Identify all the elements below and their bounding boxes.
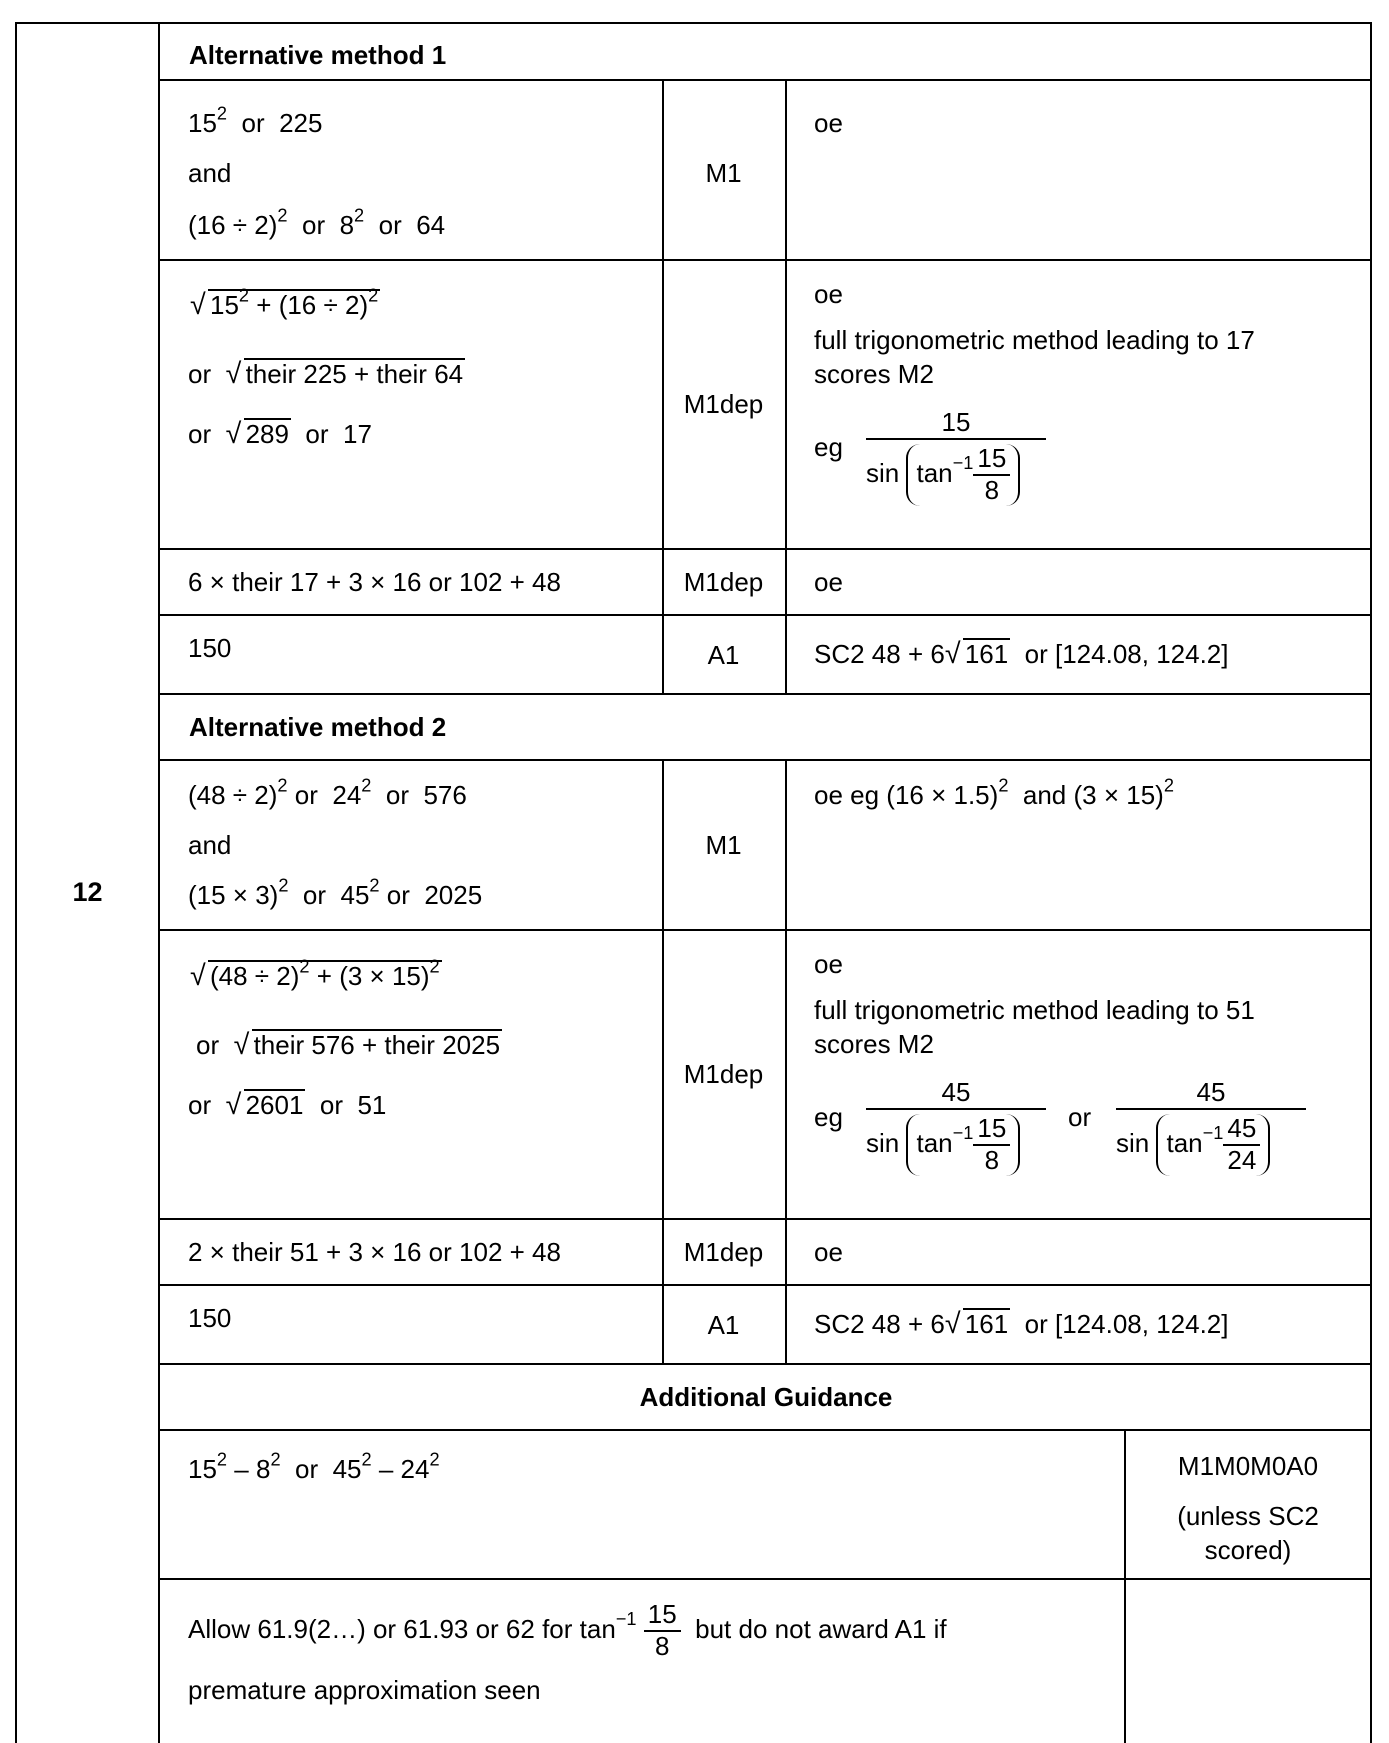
alt1-row2-work-line3: or √ 289 or 17 <box>188 418 372 450</box>
alt1-row2-comment-eg: eg <box>814 432 843 462</box>
alt2-header: Alternative method 2 <box>189 712 447 742</box>
alt1-row2-mark: M1dep <box>683 389 764 419</box>
alt2-row2-mark: M1dep <box>683 1059 764 1089</box>
alt1-row4-comment: SC2 48 + 6 √ 161 or [124.08, 124.2] <box>814 638 1229 670</box>
divider <box>160 693 1372 695</box>
question-number: 12 <box>72 877 103 907</box>
divider <box>160 1363 1372 1365</box>
alt2-row3-work: 2 × their 51 + 3 × 16 or 102 + 48 <box>188 1237 561 1267</box>
alt1-row1-mark: M1 <box>705 158 742 188</box>
alt2-row2-trig-fraction-a: 45 $\sin \tan^{-1}$ $\frac{15}{8}$ <box>866 1078 1046 1176</box>
alt2-row3-comment: oe <box>814 1237 843 1267</box>
divider <box>160 1429 1372 1431</box>
alt1-row3-mark: M1dep <box>683 567 764 597</box>
divider <box>160 929 1372 931</box>
divider <box>160 1284 1372 1286</box>
divider <box>160 548 1372 550</box>
alt1-row2-trig-fraction: 15 $\sin \tan^{-1}$ $\frac{15}{8}$ <box>866 408 1046 506</box>
alt1-row4-work: 150 <box>188 633 232 663</box>
guidance-row1-mark-line3: scored) <box>1204 1535 1292 1565</box>
alt1-row2-comment-line2: full trigonometric method leading to 17 <box>814 325 1255 355</box>
alt1-row1-comment: oe <box>814 108 843 138</box>
guidance-header: Additional Guidance <box>639 1382 893 1412</box>
alt2-row4-work: 150 <box>188 1303 232 1333</box>
alt2-row1-work-line2: and <box>188 830 232 860</box>
alt1-row2-comment-line3: scores M2 <box>814 359 934 389</box>
alt1-row3-comment: oe <box>814 567 843 597</box>
guidance-row1-text: $15^2 - 8^2$ or $45^2 - 24^2$ <box>188 1449 440 1484</box>
guidance-row2-line2: premature approximation seen <box>188 1675 541 1705</box>
divider <box>160 759 1372 761</box>
alt2-row1-work-line3: $(15 \times 3)^2$ or $45^2$ or 2025 <box>188 875 483 910</box>
alt1-header: Alternative method 1 <box>189 40 447 70</box>
alt2-row2-comment-oe: oe <box>814 949 843 979</box>
alt2-row2-comment-or: or <box>1068 1102 1092 1132</box>
alt2-row1-comment: oe eg $(16 \times 1.5)^2$ and $(3 \times 15)^2$ <box>814 775 1174 810</box>
alt1-row2-work-line1: √ $15^2 + (16 \div 2)^2$ <box>190 285 379 321</box>
divider <box>160 259 1372 261</box>
alt2-row2-work-line1: √ $(48 \div 2)^2 + (3 \times 15)^2$ <box>190 956 440 992</box>
divider <box>160 79 1372 81</box>
alt2-row2-trig-fraction-b: 45 $\sin \tan^{-1}$ $\frac{45}{24}$ <box>1116 1078 1306 1176</box>
alt2-row1-work-line1: $(48 \div 2)^2$ or $24^2$ or 576 <box>188 775 467 810</box>
alt1-row1-work-line2: and <box>188 158 232 188</box>
guidance-row1-mark-line1: M1M0M0A0 <box>1177 1451 1319 1481</box>
alt1-row1-work-line3: $(16 \div 2)^2$ or $8^2$ or 64 <box>188 205 446 240</box>
alt1-row2-work-line2: or √ their 225 + their 64 <box>188 358 464 390</box>
divider <box>160 1218 1372 1220</box>
divider <box>160 1578 1372 1580</box>
alt2-row4-mark: A1 <box>707 1310 740 1340</box>
alt2-row2-comment-line3: scores M2 <box>814 1029 934 1059</box>
alt1-row2-comment-oe: oe <box>814 279 843 309</box>
column-divider <box>785 79 787 693</box>
alt2-row3-mark: M1dep <box>683 1237 764 1267</box>
alt2-row2-comment-eg: eg <box>814 1102 843 1132</box>
alt1-row1-work-line1: $15^2$ or 225 <box>188 103 323 138</box>
alt2-row4-comment: SC2 48 + 6 √ 161 or [124.08, 124.2] <box>814 1308 1229 1340</box>
guidance-row2-line1: Allow 61.9(2…) or 61.93 or 62 for $\tan^{-1}$ $\frac{15}{8}$ but do not award A1 if <box>188 1599 947 1661</box>
divider <box>160 614 1372 616</box>
column-divider <box>785 759 787 1363</box>
alt1-row3-work: 6 × their 17 + 3 × 16 or 102 + 48 <box>188 567 561 597</box>
guidance-row1-mark-line2: (unless SC2 <box>1177 1501 1319 1531</box>
alt1-row4-mark: A1 <box>707 640 740 670</box>
alt2-row2-work-line2: or √ their 576 + their 2025 <box>196 1029 501 1061</box>
alt2-row2-work-line3: or √ 2601 or 51 <box>188 1089 387 1121</box>
question-number-cell <box>15 22 160 1743</box>
alt2-row2-comment-line2: full trigonometric method leading to 51 <box>814 995 1255 1025</box>
alt2-row1-mark: M1 <box>705 830 742 860</box>
